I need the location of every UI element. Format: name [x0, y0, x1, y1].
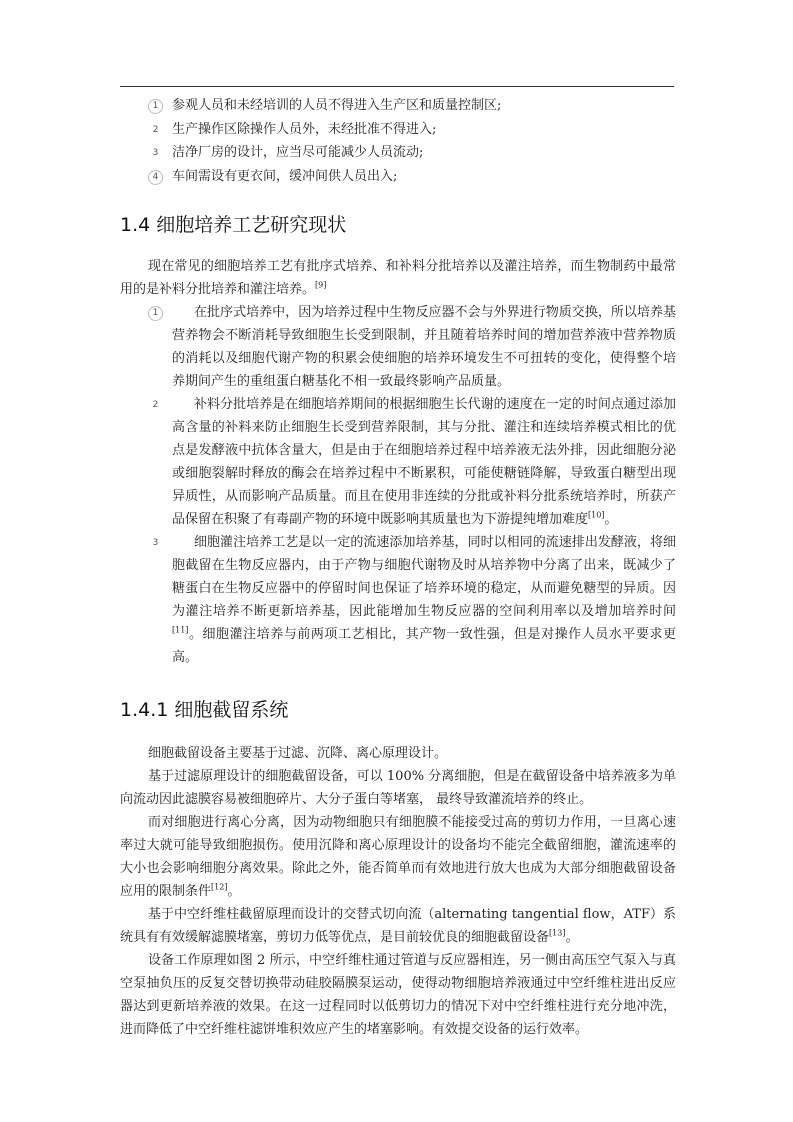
- list-item: [120, 393, 676, 531]
- list-item-tail: 。细胞灌注培养与前两项工艺相比，其产物一致性强，但是对操作人员水平要求更高。: [172, 627, 676, 665]
- list-item-text: 参观人员和未经培训的人员不得进入生产区和质量控制区;: [172, 98, 502, 113]
- paragraph-text: 而对细胞进行离心分离，因为动物细胞只有细胞膜不能接受过高的剪切力作用，一旦离心速率过大就可能导致细胞损伤。使用沉降和离心原理设计的设备均不能完全截留细胞，灌流速率的大小也会影响细胞分离效果。除此之外，能否简单而有效地进行放大也成为大部分细胞截留设备应用的限制条件: [120, 815, 676, 899]
- list-item-text: 在批序式培养中，因为培养过程中生物反应器不会与外界进行物质交换，所以培养基营养物会不断消耗导致细胞生长受到限制，并且随着培养时间的增加营养液中营养物质的消耗以及细胞代谢产物的积累会使细胞的培养环境发生不可扭转的变化，使得整个培养期间产生的重组蛋白糖基化不相一致最终影响产品质量。: [172, 305, 676, 389]
- citation: [12]: [211, 882, 228, 892]
- citation: [9]: [315, 280, 327, 290]
- body-paragraph: [120, 903, 676, 949]
- paragraph-text: 设备工作原理如图 2 所示，中空纤维柱通过管道与反应器相连，另一侧由高压空气泵入与真空泵抽负压的反复交替切换带动硅胶隔膜泵运动，使得动物细胞培养液通过中空纤维柱进出反应器达到更新培养液的效果。在这一过程同时以低剪切力的情况下对中空纤维柱进行充分地冲洗，进而降低了中空纤维柱滤饼堆积效应产生的堵塞影响。有效提交设备的运行效率。: [120, 953, 676, 1037]
- body-paragraph: [120, 742, 676, 765]
- intro-text: 现在常见的细胞培养工艺有批序式培养、和补料分批培养以及灌注培养，而生物制药中最常用的是补料分批培养和灌注培养。: [120, 259, 676, 297]
- list-item-text: 生产操作区除操作人员外，未经批准不得进入;: [172, 121, 437, 137]
- body-paragraph: [120, 765, 676, 811]
- body-paragraph: [120, 811, 676, 903]
- header-rule: [120, 86, 674, 87]
- paragraph-text: 基于中空纤维柱截留原理而设计的交替式切向流（alternating tangential flow，ATF）系统具有有效缓解滤膜堵塞，剪切力低等优点，是目前较优良的细胞截留设备: [120, 907, 676, 945]
- subsection-heading: 1.4.1 细胞截留系统: [120, 699, 289, 721]
- list-item: [120, 118, 676, 142]
- citation: [11]: [172, 625, 189, 635]
- list-item: [120, 165, 676, 189]
- page-content: [120, 94, 676, 1041]
- circled-number: 1: [148, 99, 163, 114]
- citation: [10]: [588, 510, 605, 520]
- rules-list: [120, 94, 676, 188]
- item-number: 2: [152, 400, 159, 410]
- list-item-text: 补料分批培养是在细胞培养期间的根据细胞生长代谢的速度在一定的时间点通过添加高含量的补料来防止细胞生长受到营养限制，其与分批、灌注和连续培养模式相比的优点是发酵液中抗体含量大，但是由于在细胞培养过程中培养液无法外排，因此细胞分泌或细胞裂解时释放的酶会在培养过程中不断累积，可能使糖链降解，导致蛋白糖型出现异质性，从而影响产品质量。而且在使用非连续的分批或补料分批系统培养时，所获产品保留在积聚了有毒副产物的环境中既影响其质量也为下游提纯增加难度: [172, 397, 676, 527]
- paragraph-text: 基于过滤原理设计的细胞截留设备，可以 100% 分离细胞，但是在截留设备中培养液多为单向流动因此滤膜容易被细胞碎片、大分子蛋白等堵塞， 最终导致灌流培养的终止。: [120, 769, 676, 807]
- list-item: [120, 141, 676, 165]
- body-paragraph: [120, 949, 676, 1041]
- circled-number: 1: [148, 306, 163, 321]
- list-item-text: 细胞灌注培养工艺是以一定的流速添加培养基，同时以相同的流速排出发酵液，将细胞截留在生物反应器内，由于产物与细胞代谢物及时从培养物中分离了出来，既减少了糖蛋白在生物反应器中的停留时间也保证了培养环境的稳定，从而避免糖型的异质。因为灌注培养不断更新培养基，因此能增加生物反应器的空间利用率以及增加培养时间: [172, 535, 676, 619]
- list-item-tail: 。: [604, 512, 618, 527]
- item-number: 3: [152, 538, 159, 548]
- citation: [13]: [549, 928, 566, 938]
- item-number: 3: [152, 148, 159, 158]
- section-heading: 1.4 细胞培养工艺研究现状: [120, 214, 347, 236]
- paragraph-tail: 。: [227, 884, 241, 899]
- circled-number: 4: [148, 170, 163, 185]
- section-intro: [120, 255, 676, 301]
- item-number: 2: [152, 124, 159, 135]
- list-item: [120, 531, 676, 669]
- list-item-text: 洁净厂房的设计，应当尽可能减少人员流动;: [172, 145, 424, 160]
- list-item: [120, 94, 676, 118]
- paragraph-tail: 。: [565, 930, 579, 945]
- list-item: [120, 301, 676, 393]
- list-item-text: 车间需设有更衣间，缓冲间供人员出入;: [172, 168, 398, 184]
- paragraph-text: 细胞截留设备主要基于过滤、沉降、离心原理设计。: [148, 746, 448, 761]
